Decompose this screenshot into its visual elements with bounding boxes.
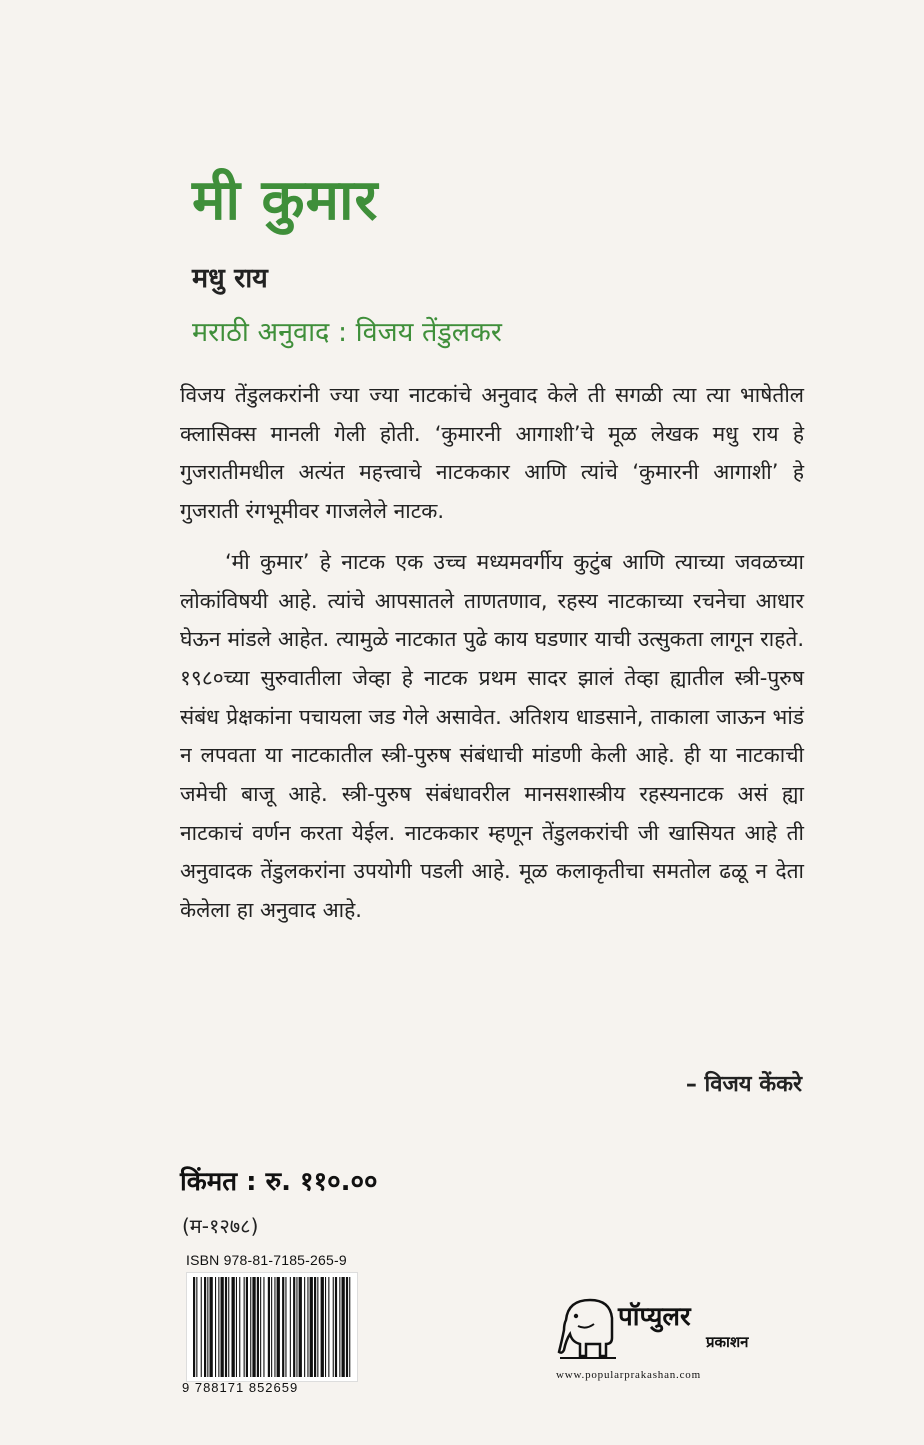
barcode-digits: 9 788171 852659 (182, 1380, 299, 1395)
elephant-icon (556, 1290, 620, 1364)
publisher-url: www.popularprakashan.com (556, 1369, 701, 1381)
barcode-bars (187, 1273, 357, 1381)
author-name: मधु राय (192, 263, 268, 294)
publisher-sub: प्रकाशन (706, 1333, 749, 1351)
catalog-code: (म-१२७८) (182, 1214, 259, 1238)
blurb (180, 376, 804, 930)
price-label: किंमत : रु. ११०.०० (180, 1167, 378, 1197)
blurb-paragraph-1: विजय तेंडुलकरांनी ज्या ज्या नाटकांचे अनुवाद केले ती सगळी त्या त्या भाषेतील क्लासिक्स मानली गेली होती. ‘कुमारनी आगाशी’चे मूळ लेखक मधु राय हे गुजरातीमधील अत्यंत महत्त्वाचे नाटककार आणि त्यांचे ‘कुमारनी आगाशी’ हे गुजराती रंगभूमीवर गाजलेले नाटक. (180, 383, 804, 524)
blurb-paragraph-2: ‘मी कुमार’ हे नाटक एक उच्च मध्यमवर्गीय कुटुंब आणि त्याच्या जवळच्या लोकांविषयी आहे. त्यांचे आपसातले ताणतणाव, रहस्य नाटकाच्या रचनेचा आधार घेऊन मांडले आहेत. त्यामुळे नाटकात पुढे काय घडणार याची उत्सुकता लागून राहते. १९८०च्या सुरुवातीला जेव्हा हे नाटक प्रथम सादर झालं तेव्हा ह्यातील स्त्री-पुरुष संबंध प्रेक्षकांना पचायला जड गेले असावेत. अतिशय धाडसाने, ताकाला जाऊन भांडं न लपवता या नाटकातील स्त्री-पुरुष संबंधाची मांडणी केली आहे. ही या नाटकाची जमेची बाजू आहे. स्त्री-पुरुष संबंधावरील मानसशास्त्रीय रहस्यनाटक असं ह्या नाटकाचं वर्णन करता येईल. नाटककार म्हणून तेंडुलकरांची जी खासियत आहे ती अनुवादक तेंडुलकरांना उपयोगी पडली आहे. मूळ कलाकृतीचा समतोल ढळू न देता केलेला हा अनुवाद आहे. (180, 549, 804, 923)
isbn-label: ISBN 978-81-7185-265-9 (186, 1252, 347, 1268)
book-title: मी कुमार (192, 168, 379, 233)
barcode (186, 1272, 358, 1382)
publisher-name: पॉप्युलर (618, 1302, 691, 1332)
blurb-signature: – विजय केंकरे (685, 1072, 802, 1097)
translator-line: मराठी अनुवाद : विजय तेंडुलकर (192, 317, 502, 348)
